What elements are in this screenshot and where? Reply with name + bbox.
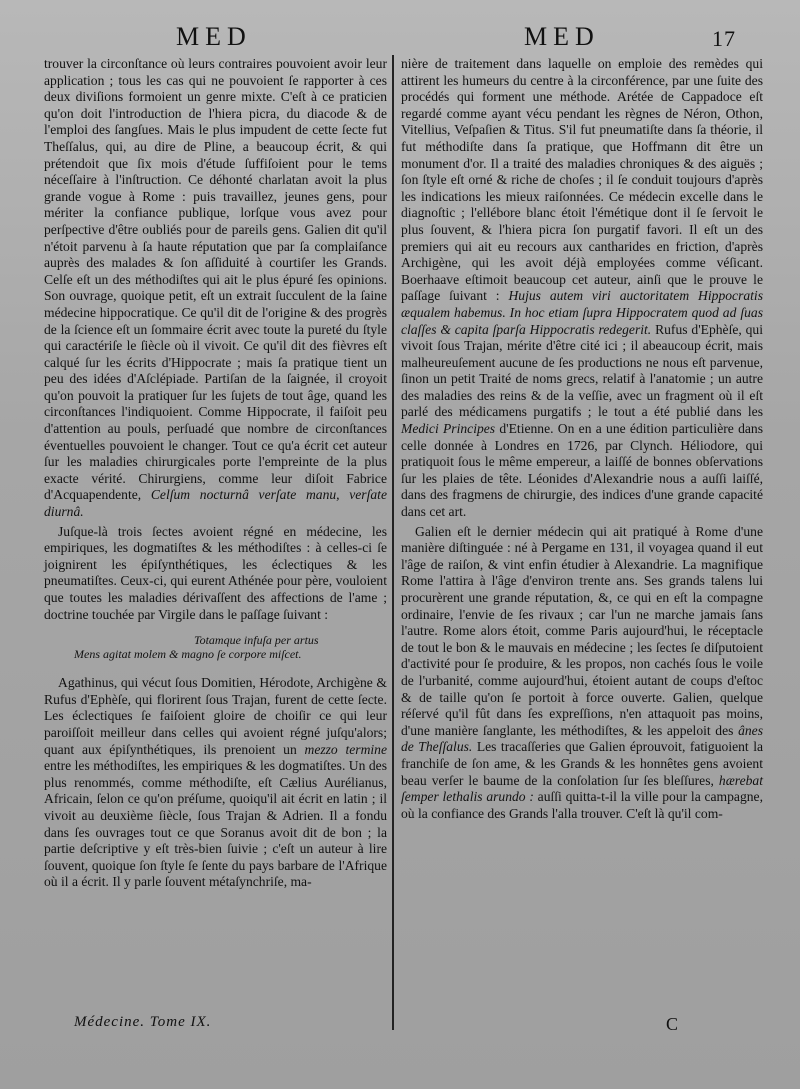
left-p3-text-b: entre les méthodiſtes, les empiriques & les dogmatiſtes. Un des plus renommés, comme méthodiſte, eſt Cælius Aurélianus, Africain, ſelon ce qu'on préſume, quoiqu'il ait écrit en latin ; il vivoit au deuxième ſiècle, ſous Trajan & Adrien. Il a fondu dans ſes ouvrages tout ce que Soranus avoit dit de bon ; la partie deſcriptive y eſt très-bien ſuivie ; c'eſt un auteur à lire ſouvent, quoique ſon ſtyle ſe ſente du pays barbare de l'Afrique où il a écrit. Il y parle ſouvent métaſynchriſe, ma- bbox=[44, 758, 387, 890]
right-paragraph-1 bbox=[401, 56, 763, 521]
left-p1-text: trouver la circonſtance où leurs contraires pouvoient avoir leur application ; tous les cas qui ne pouvoient ſe rapporter à ces deux diviſions formoient un genre mixte. C'eſt à ce praticien qu'on doit l'introduction de l'hiera picra, du diacode & de l'emploi des ſangſues. Mais le plus impudent de cette ſecte fut Theſſalus, qui, au dire de Pline, a beaucoup écrit, & qui prétendoit que ſix mois d'étude ſuffiſoient pour le tems néceſſaire à l'inſtruction. Ce déhonté charlatan avoit la plus grande vogue à Rome : puis travaillez, jeunes gens, pour mériter la confiance publique, lorſque vous avez pour perſpective d'être oubliés pour de pareils gens. Galien dit qu'il n'étoit parvenu à ſa haute réputation que par ſa complaiſance auprès des malades & ſon aſſiduité à courtiſer les Grands. Celſe eſt un des méthodiſtes qui ait le plus épuré ſes opinions. Son ouvrage, quoique petit, eſt un extrait ſucculent de la ſaine médecine hippocratique. Ce qu'il dit de l'origine & des progrès de la ſcience eſt un ſommaire écrit avec toute la pureté du ſtyle qui caractériſe le ſiècle où il vivoit. Ce qu'il dit des fièvres eſt calqué ſur les écrits d'Hippocrate ; mais ſa pratique tient un peu des idées d'Aſclépiade. Partiſan de la ſaignée, il croyoit qu'on pouvoit la pratiquer ſur les ſujets de tout âge, quand les circonſtances l'indiquoient. Comme Hippocrate, il faiſoit peu d'attention au pouls, perſuadé que nombre de circonſtances éventuelles pouvoient le changer. Tout ce qu'a écrit cet auteur ſur les maladies chirurgicales porte l'empreinte de la plus exacte vérité. Chirurgiens, comme leur diſoit Fabrice d'Acquapendente, bbox=[44, 56, 387, 503]
right-column bbox=[401, 56, 763, 822]
left-p3-text: Agathinus, qui vécut ſous Domitien, Hérodote, Archigène & Rufus d'Ephèſe, qui florirent ſous Trajan, furent de cette ſecte. Les éclectiques ſe faiſoient gloire de choiſir ce qui leur paroiſſoit meilleur dans celles qui avoient régné juſqu'alors; quant aux épiſynthétiques, ils prenoient un bbox=[44, 675, 387, 757]
left-p3-italic: mezzo termine bbox=[304, 741, 387, 757]
running-header bbox=[0, 22, 800, 52]
page-number: 17 bbox=[712, 26, 736, 51]
left-p1-italic: Celſum nocturnâ verſate manu, verſate diurnâ. bbox=[44, 487, 387, 520]
right-p2-italic-2: hærebat ſemper lethalis arundo : bbox=[401, 772, 763, 805]
right-p1-italic: Hujus autem viri auctoritatem Hippocratis æqualem habemus. In hoc etiam ſupra Hippocratem quod ad ſuas claſſes & capita ſparſa Hippocratis redegerit. bbox=[401, 288, 763, 337]
right-p2-italic: ânes de Theſſalus. bbox=[401, 722, 763, 755]
right-p1-italic-2: Medici Principes bbox=[401, 421, 496, 437]
right-p1-text-b: Rufus d'Ephèſe, qui vivoit ſous Trajan, mérite d'être cité ici ; il abeaucoup écrit, mais malheureuſement aucune de ſes productions ne nous eſt parvenue, ſinon un petit Traité de noms grecs, relatif à l'anatomie ; un autre des maladies des reins & de la veſſie, avec un fragment où il eſt parlé des médicamens purgatifs ; le tout a été publié dans les bbox=[401, 321, 763, 420]
right-p2-text-c: auſſi quitta-t-il la ville pour la campagne, où la confiance des Grands l'alla trouver. C'eſt là qu'il com- bbox=[401, 789, 763, 821]
header-left-title: MED bbox=[176, 22, 252, 51]
right-p2-text-b: Les tracaſſeries que Galien éprouvoit, fatiguoient la franchiſe de ſon ame, & les Grands & les honnêtes gens avoient beau verſer le baume de la conſolation ſur ſes bleſſures, bbox=[401, 739, 763, 788]
left-paragraph-1 bbox=[44, 56, 387, 521]
left-column bbox=[44, 56, 387, 891]
right-paragraph-2 bbox=[401, 524, 763, 823]
header-right-title: MED bbox=[524, 22, 600, 51]
right-p2-text: Galien eſt le dernier médecin qui ait pratiqué à Rome d'une manière diſtinguée : né à Pergame en 131, il voyagea quand il eut l'âge de raiſon, & vint enfin étudier à Alexandrie. La magnifique Rome l'attira à l'âge d'environ trente ans. Ses grands talens lui procurèrent une grande réputation, &, ce qui en eſt la compagne ordinaire, l'envie de ſes rivaux ; car l'un ne marche jamais ſans l'autre. Rome alors étoit, comme Paris aujourd'hui, le réceptacle de tout le bon & le mauvais en médecine ; les ſectes ſe diſputoient d'activité pour ſe produire, & les propos, non cachés ſous le voile de l'urbanité, comme aujourd'hui, étoient autant de coups d'eſtoc & de taille qu'on ſe portoit à force ouverte. Galien, quelque réſervé qu'il fût dans ſes expreſſions, n'en attaquoit pas moins, d'une manière ſanglante, les méthodiſtes, & les appeloit des bbox=[401, 523, 763, 738]
right-p1-text: nière de traitement dans laquelle on emploie des remèdes qui attirent les humeurs du centre à la circonférence, par une ſuite des procédés qui forment une méthode. Arétée de Cappadoce eſt regardé comme ayant vécu pendant les règnes de Néron, Othon, Vitellius, Veſpaſien & Titus. S'il fut pneumatiſte dans ſa théorie, il fut méthodiſte dans ſa pratique, que Hoffmann dit être un monument d'or. Il a traité des maladies chroniques & des aiguës ; ſon ſtyle eſt orné & riche de choſes ; il ſe conduit toujours d'après les indications les mieux raiſonnées. Ce médecin excelle dans le diagnoſtic ; l'ellébore blanc étoit l'émétique dont il ſe ſervoit le plus ſouvent, & l'hiera picra ſon purgatif favori. Il eſt un des premiers qui ait eu recours aux cantharides en friction, d'après Archigène, qui les avoit déjà employées comme véſicant. Boerhaave eſtimoit beaucoup cet auteur, ainſi que le prouve le paſſage ſuivant : bbox=[401, 56, 763, 304]
column-divider bbox=[392, 55, 394, 1030]
right-p1-text-c: d'Etienne. On en a une édition particulière dans celle donnée à Londres en 1726, par Clynch. Héliodore, qui pratiquoit ſous le même empereur, a laiſſé de bonnes obſervations ſur les plaies de tête. Léonides d'Alexandrie nous a auſſi laiſſé, dans des fragmens de chirurgie, des indices d'une grande capacité dans cet art. bbox=[401, 421, 763, 520]
left-paragraph-3 bbox=[44, 675, 387, 891]
left-paragraph-2: Juſque-là trois ſectes avoient régné en médecine, les empiriques, les dogmatiſtes & les méthodiſtes : à celles-ci ſe joignirent les épiſynthétiques, les éclectiques & les pneumatiſtes. Ceux-ci, qui eurent Athénée pour père, vouloient que toutes les maladies dérivaſſent des affections de l'ame ; doctrine touchée par Virgile dans le paſſage ſuivant : bbox=[44, 523, 387, 622]
quote-line-1: Totamque infuſa per artus bbox=[194, 633, 319, 648]
virgil-quote bbox=[44, 633, 387, 661]
footer-volume-number: Tome IX. bbox=[149, 1014, 212, 1030]
volume-footer bbox=[74, 1014, 211, 1031]
quote-line-2: Mens agitat molem & magno ſe corpore miſcet. bbox=[74, 647, 302, 662]
footer-volume-label: Médecine. bbox=[74, 1014, 146, 1030]
signature-mark: C bbox=[666, 1014, 679, 1034]
